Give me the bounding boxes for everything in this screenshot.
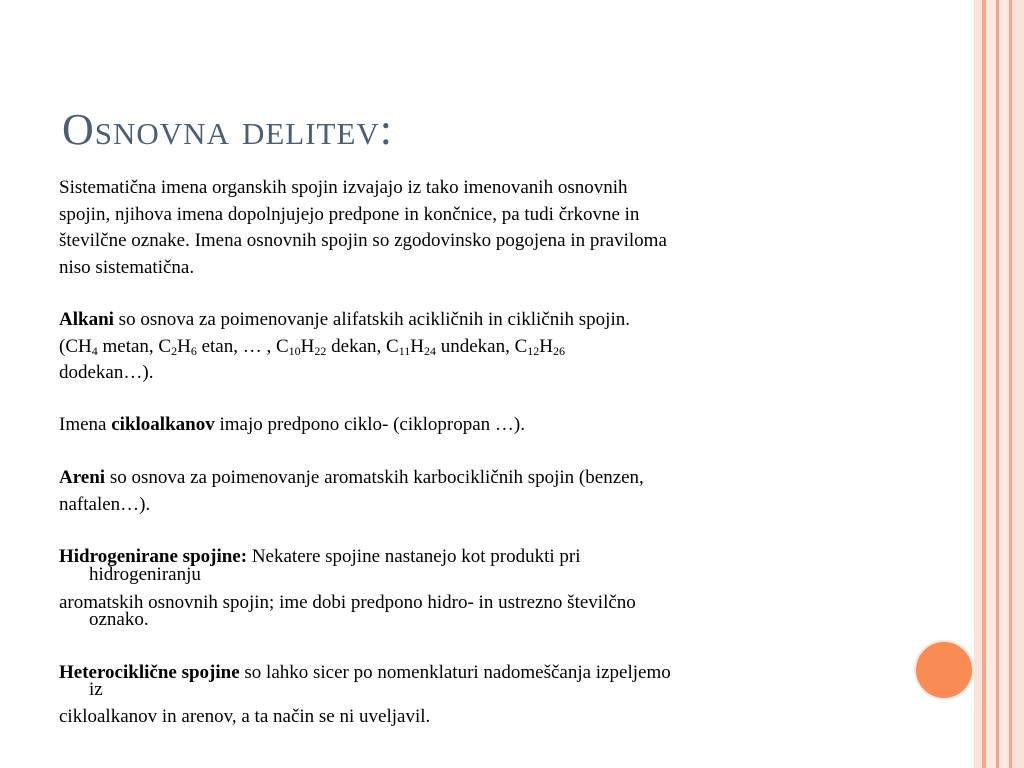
subscript: 4: [91, 343, 98, 358]
subscript: 2: [171, 343, 178, 358]
subscript: 26: [553, 343, 566, 358]
decor-stripe: [986, 0, 996, 768]
formula-text: (CH: [59, 335, 92, 357]
hidro-term: Hidrogenirane spojine:: [59, 546, 248, 567]
hetero-line2: cikloalkanov in arenov, a ta način se ni uveljavil.: [59, 706, 431, 727]
subscript: 24: [423, 343, 436, 358]
formula-text: dekan, C: [326, 335, 399, 357]
hidro-text: Nekatere spojine nastanejo kot produkti pri: [247, 546, 581, 567]
ciklo-term: cikloalkanov: [111, 414, 215, 435]
intro-paragraph: [59, 175, 667, 281]
formula-text: metan, C: [97, 335, 172, 357]
areni-paragraph: [59, 465, 644, 518]
areni-line: naftalen…).: [59, 493, 151, 515]
slide-title: Osnovna delitev:: [62, 105, 394, 154]
subscript: 12: [527, 343, 540, 358]
formula-text: H: [539, 335, 554, 357]
hetero-term: Heterociklične spojine: [59, 662, 240, 683]
subscript: 22: [314, 343, 327, 358]
intro-line: niso sistematična.: [59, 256, 195, 278]
hetero-text: so lahko sicer po nomenklaturi nadomeščanja izpeljemo: [239, 662, 671, 683]
subscript: 6: [190, 343, 197, 358]
areni-line: [59, 465, 644, 492]
intro-line: spojin, njihova imena dopolnjujejo predpone in končnice, pa tudi črkovne in: [59, 203, 640, 225]
hetero-wrap: iz: [89, 679, 103, 700]
ciklo-text: Imena: [59, 414, 112, 435]
formula-text: H: [410, 335, 424, 357]
areni-text: so osnova za poimenovanje aromatskih karbocikličnih spojin (benzen,: [105, 467, 644, 488]
formula-text: H: [300, 335, 315, 357]
areni-term: Areni: [59, 467, 106, 488]
hidro-wrap: hidrogeniranju: [89, 564, 201, 585]
intro-line: številčne oznake. Imena osnovnih spojin so zgodovinsko pogojena in praviloma: [59, 230, 667, 251]
formula-text: etan, … , C: [196, 335, 289, 357]
decor-stripe: [999, 0, 1009, 768]
alkani-text: so osnova za poimenovanje alifatskih acikličnih in cikličnih spojin.: [113, 309, 630, 330]
ciklo-paragraph: [59, 412, 525, 439]
alkani-paragraph: [59, 307, 630, 387]
decor-stripe: [974, 0, 982, 768]
decor-stripe: [1012, 0, 1024, 768]
hidro-wrap: oznako.: [89, 609, 149, 630]
alkani-line: [59, 307, 630, 334]
alkani-examples: [59, 334, 630, 361]
ciklo-text: imajo predpono ciklo- (ciklopropan …).: [214, 414, 525, 435]
subscript: 11: [398, 343, 411, 358]
hidro-line2: aromatskih osnovnih spojin; ime dobi predpono hidro- in ustrezno številčno: [59, 592, 636, 613]
alkani-tail: dodekan…).: [59, 362, 154, 383]
subscript: 10: [288, 343, 301, 358]
formula-text: H: [177, 335, 191, 357]
alkani-term: Alkani: [59, 309, 114, 330]
decor-circle: [914, 640, 974, 700]
intro-line: Sistematična imena organskih spojin izvajajo iz tako imenovanih osnovnih: [59, 177, 628, 198]
hetero-line1: [59, 660, 671, 687]
formula-text: undekan, C: [435, 335, 528, 357]
